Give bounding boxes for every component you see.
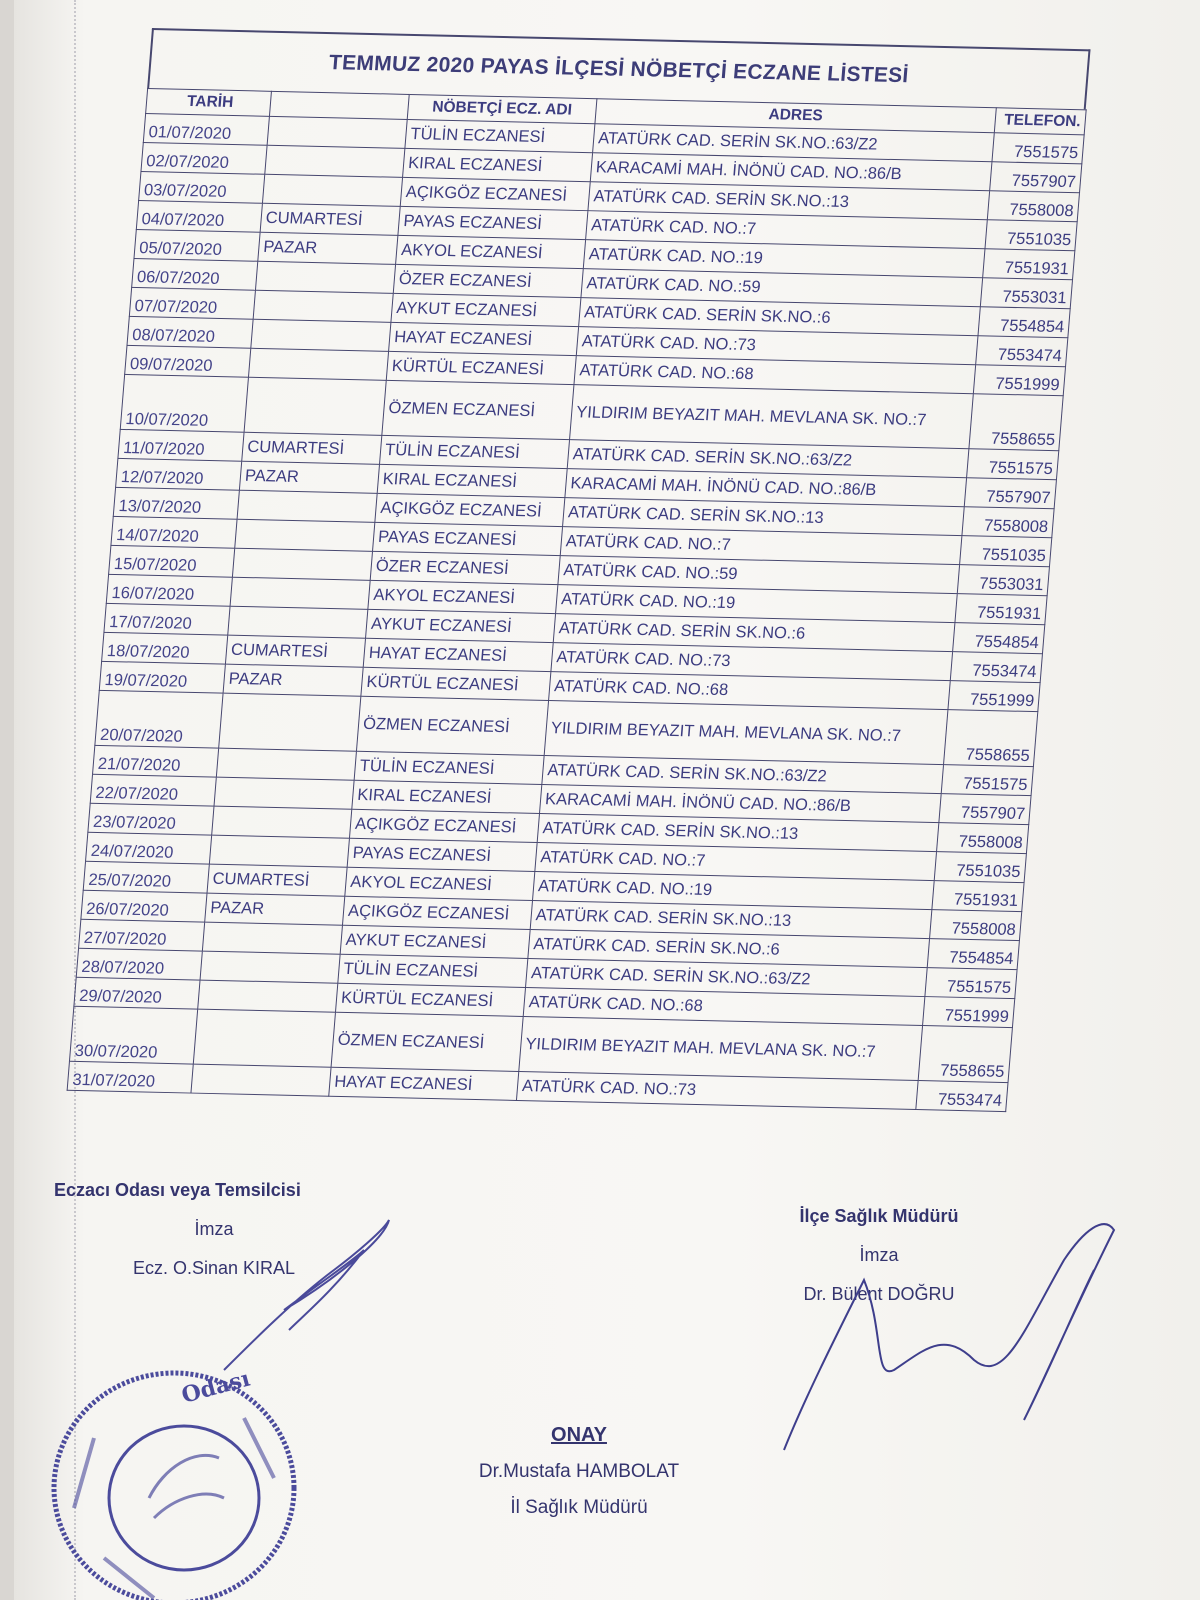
document-title: TEMMUZ 2020 PAYAS İLÇESİ NÖBETÇİ ECZANE LİSTESİ (147, 28, 1090, 109)
cell-phone: 7551931 (955, 594, 1047, 625)
cell-date: 11/07/2020 (118, 429, 244, 461)
cell-day (230, 577, 370, 609)
cell-date: 07/07/2020 (129, 287, 255, 319)
cell-phone: 7551035 (985, 220, 1077, 251)
cell-address: ATATÜRK CAD. NO.:59 (558, 556, 960, 594)
cell-day (191, 1064, 331, 1096)
header-phone: TELEFON. (994, 108, 1086, 135)
cell-date: 18/07/2020 (102, 632, 228, 664)
cell-address: KARACAMİ MAH. İNÖNÜ CAD. NO.:86/B (539, 785, 941, 823)
cell-address: ATATÜRK CAD. SERİN SK.NO.:13 (563, 498, 965, 536)
cell-phone: 7557907 (939, 794, 1031, 825)
cell-date: 14/07/2020 (111, 516, 237, 548)
cell-address: ATATÜRK CAD. NO.:7 (535, 843, 937, 881)
cell-address: ATATÜRK CAD. NO.:73 (516, 1071, 918, 1109)
cell-pharmacy: ÖZMEN ECZANESİ (331, 1012, 523, 1071)
cell-date: 21/07/2020 (93, 745, 219, 777)
cell-phone: 7558008 (987, 191, 1079, 222)
cell-pharmacy: PAYAS ECZANESİ (373, 522, 563, 555)
cell-date: 24/07/2020 (86, 832, 212, 864)
district-director-sign-label: İmza (859, 1245, 899, 1265)
cell-phone: 7554854 (953, 623, 1045, 654)
cell-pharmacy: AKYOL ECZANESİ (345, 867, 535, 900)
duty-pharmacy-sheet (67, 28, 1091, 1112)
cell-phone: 7557907 (990, 162, 1082, 193)
cell-phone: 7551999 (923, 997, 1015, 1028)
cell-pharmacy: KIRAL ECZANESİ (403, 148, 593, 181)
cell-day (219, 693, 361, 751)
cell-phone: 7551999 (973, 365, 1065, 396)
cell-address: ATATÜRK CAD. SERİN SK.NO.:63/Z2 (593, 124, 995, 162)
cell-phone: 7551999 (948, 681, 1040, 712)
cell-date: 26/07/2020 (81, 890, 207, 922)
cell-pharmacy: AKYOL ECZANESİ (396, 235, 586, 268)
cell-date: 31/07/2020 (67, 1061, 193, 1093)
cell-address: ATATÜRK CAD. SERİN SK.NO.:13 (537, 814, 939, 852)
cell-day: PAZAR (205, 893, 345, 925)
cell-phone: 7554854 (927, 939, 1019, 970)
cell-address: ATATÜRK CAD. NO.:68 (549, 672, 951, 710)
cell-address: YILDIRIM BEYAZIT MAH. MEVLANA SK. NO.:7 (519, 1016, 923, 1080)
cell-pharmacy: AYKUT ECZANESİ (366, 609, 556, 642)
cell-pharmacy: ÖZMEN ECZANESİ (382, 380, 574, 439)
cell-date: 15/07/2020 (109, 545, 235, 577)
stamp-text: Odası (178, 1365, 253, 1409)
approval-block (434, 1410, 724, 1519)
cell-address: ATATÜRK CAD. NO.:19 (583, 240, 985, 278)
cell-date: 25/07/2020 (83, 861, 209, 893)
cell-phone: 7551035 (934, 852, 1026, 883)
cell-phone: 7553474 (976, 336, 1068, 367)
cell-day (198, 980, 338, 1012)
cell-date: 08/07/2020 (127, 316, 253, 348)
cell-address: ATATÜRK CAD. SERİN SK.NO.:6 (553, 614, 955, 652)
cell-day: PAZAR (258, 232, 398, 264)
cell-day (255, 261, 395, 293)
cell-phone: 7551575 (967, 449, 1059, 480)
cell-date: 13/07/2020 (113, 487, 239, 519)
cell-date: 06/07/2020 (132, 258, 258, 290)
cell-pharmacy: KIRAL ECZANESİ (377, 464, 567, 497)
header-day (269, 91, 409, 119)
cell-day: CUMARTESİ (207, 864, 347, 896)
cell-day (267, 116, 407, 148)
official-stamp (34, 1348, 314, 1600)
cell-date: 05/07/2020 (134, 229, 260, 261)
cell-address: ATATÜRK CAD. SERİN SK.NO.:13 (530, 900, 932, 938)
cell-phone: 7558655 (944, 710, 1038, 767)
cell-date: 02/07/2020 (141, 142, 267, 174)
cell-address: ATATÜRK CAD. NO.:73 (576, 327, 978, 365)
cell-pharmacy: KIRAL ECZANESİ (352, 780, 542, 813)
cell-phone: 7551575 (992, 133, 1084, 164)
cell-phone: 7558008 (930, 910, 1022, 941)
cell-day: CUMARTESİ (242, 432, 382, 464)
cell-day (235, 519, 375, 551)
cell-day (253, 290, 393, 322)
cell-phone: 7558008 (937, 823, 1029, 854)
cell-pharmacy: ÖZER ECZANESİ (370, 551, 560, 584)
cell-pharmacy: PAYAS ECZANESİ (347, 838, 537, 871)
cell-date: 04/07/2020 (136, 200, 262, 232)
cell-pharmacy: HAYAT ECZANESİ (363, 638, 553, 671)
cell-address: ATATÜRK CAD. NO.:19 (556, 585, 958, 623)
cell-day (232, 548, 372, 580)
cell-pharmacy: AYKUT ECZANESİ (340, 925, 530, 958)
cell-date: 12/07/2020 (116, 458, 242, 490)
header-address: ADRES (595, 99, 996, 133)
cell-address: ATATÜRK CAD. NO.:68 (574, 356, 976, 394)
cell-pharmacy: TÜLİN ECZANESİ (354, 751, 544, 784)
cell-day (200, 951, 340, 983)
cell-day (214, 777, 354, 809)
cell-phone: 7551575 (925, 968, 1017, 999)
pharmacy-table (67, 88, 1087, 1112)
approval-heading: ONAY (551, 1424, 607, 1446)
cell-day: CUMARTESİ (225, 635, 365, 667)
cell-phone: 7553031 (980, 278, 1072, 309)
district-director-role: İlçe Sağlık Müdürü (799, 1206, 959, 1226)
cell-pharmacy: AÇIKGÖZ ECZANESİ (400, 177, 590, 210)
cell-address: ATATÜRK CAD. SERİN SK.NO.:6 (528, 929, 930, 967)
cell-date: 10/07/2020 (120, 374, 248, 432)
cell-phone: 7553031 (957, 565, 1049, 596)
cell-address: KARACAMİ MAH. İNÖNÜ CAD. NO.:86/B (590, 153, 992, 191)
cell-day: PAZAR (239, 461, 379, 493)
header-pharmacy: NÖBETÇİ ECZ. ADI (407, 94, 597, 123)
cell-pharmacy: HAYAT ECZANESİ (389, 322, 579, 355)
table-body (67, 113, 1084, 1111)
cell-pharmacy: ÖZMEN ECZANESİ (356, 696, 548, 755)
cell-day (212, 806, 352, 838)
cell-date: 03/07/2020 (139, 171, 265, 203)
cell-pharmacy: AKYOL ECZANESİ (368, 580, 558, 613)
cell-day (244, 377, 386, 435)
cell-phone: 7551931 (932, 881, 1024, 912)
cell-address: ATATÜRK CAD. SERİN SK.NO.:63/Z2 (567, 440, 969, 478)
cell-phone: 7557907 (964, 478, 1056, 509)
cell-address: ATATÜRK CAD. SERİN SK.NO.:63/Z2 (542, 756, 944, 794)
cell-pharmacy: TÜLİN ECZANESİ (405, 119, 595, 152)
cell-date: 01/07/2020 (143, 113, 269, 145)
cell-phone: 7551575 (941, 765, 1033, 796)
cell-address: ATATÜRK CAD. NO.:7 (560, 527, 962, 565)
cell-date: 23/07/2020 (88, 803, 214, 835)
cell-date: 27/07/2020 (79, 919, 205, 951)
cell-address: ATATÜRK CAD. SERİN SK.NO.:63/Z2 (526, 958, 928, 996)
cell-address: ATATÜRK CAD. NO.:59 (581, 269, 983, 307)
cell-pharmacy: AYKUT ECZANESİ (391, 293, 581, 326)
cell-pharmacy: KÜRTÜL ECZANESİ (386, 351, 576, 384)
chamber-sign-label: İmza (194, 1219, 234, 1239)
cell-day (237, 490, 377, 522)
cell-day (228, 606, 368, 638)
cell-phone: 7553474 (950, 652, 1042, 683)
cell-address: ATATÜRK CAD. NO.:68 (523, 987, 925, 1025)
cell-pharmacy: AÇIKGÖZ ECZANESİ (349, 809, 539, 842)
cell-date: 29/07/2020 (74, 977, 200, 1009)
district-director-name: Dr. Bülent DOĞRU (803, 1284, 955, 1304)
cell-address: YILDIRIM BEYAZIT MAH. MEVLANA SK. NO.:7 (544, 701, 948, 765)
cell-address: ATATÜRK CAD. NO.:73 (551, 643, 953, 681)
chamber-name: Ecz. O.Sinan KIRAL (132, 1258, 296, 1278)
cell-day: CUMARTESİ (260, 203, 400, 235)
cell-phone: 7553474 (916, 1081, 1008, 1112)
cell-day: PAZAR (223, 664, 363, 696)
right-handwritten-signature (774, 1220, 1154, 1460)
cell-phone: 7554854 (978, 307, 1070, 338)
cell-address: ATATÜRK CAD. NO.:7 (586, 211, 988, 249)
document-page (14, 0, 1200, 1600)
cell-day (265, 145, 405, 177)
cell-phone: 7551035 (960, 536, 1052, 567)
cell-day (262, 174, 402, 206)
cell-pharmacy: AÇIKGÖZ ECZANESİ (375, 493, 565, 526)
cell-day (202, 922, 342, 954)
cell-pharmacy: HAYAT ECZANESİ (329, 1067, 519, 1100)
cell-day (209, 835, 349, 867)
cell-pharmacy: TÜLİN ECZANESİ (380, 435, 570, 468)
cell-pharmacy: TÜLİN ECZANESİ (338, 954, 528, 987)
cell-date: 09/07/2020 (125, 345, 251, 377)
cell-day (216, 748, 356, 780)
cell-pharmacy: PAYAS ECZANESİ (398, 206, 588, 239)
cell-address: ATATÜRK CAD. SERİN SK.NO.:6 (579, 298, 981, 336)
cell-day (251, 319, 391, 351)
approval-name: Dr.Mustafa HAMBOLAT (478, 1461, 680, 1482)
cell-address: ATATÜRK CAD. SERİN SK.NO.:13 (588, 182, 990, 220)
chamber-role: Eczacı Odası veya Temsilcisi (54, 1180, 301, 1200)
approval-title: İl Sağlık Müdürü (510, 1497, 648, 1518)
cell-date: 28/07/2020 (76, 948, 202, 980)
cell-date: 16/07/2020 (106, 574, 232, 606)
cell-pharmacy: KÜRTÜL ECZANESİ (335, 983, 525, 1016)
header-date: TARİH (146, 88, 272, 116)
cell-address: KARACAMİ MAH. İNÖNÜ CAD. NO.:86/B (565, 469, 967, 507)
cell-day (193, 1009, 335, 1067)
cell-address: ATATÜRK CAD. NO.:19 (533, 872, 935, 910)
cell-date: 22/07/2020 (90, 774, 216, 806)
cell-phone: 7558655 (969, 394, 1063, 451)
cell-day (248, 348, 388, 380)
cell-date: 30/07/2020 (69, 1006, 197, 1064)
cell-date: 20/07/2020 (95, 690, 223, 748)
cell-date: 17/07/2020 (104, 603, 230, 635)
cell-date: 19/07/2020 (99, 661, 225, 693)
cell-pharmacy: AÇIKGÖZ ECZANESİ (342, 896, 532, 929)
cell-phone: 7558008 (962, 507, 1054, 538)
cell-phone: 7551931 (983, 249, 1075, 280)
cell-address: YILDIRIM BEYAZIT MAH. MEVLANA SK. NO.:7 (570, 385, 974, 449)
cell-pharmacy: KÜRTÜL ECZANESİ (361, 667, 551, 700)
cell-phone: 7558655 (918, 1026, 1012, 1083)
cell-pharmacy: ÖZER ECZANESİ (393, 264, 583, 297)
